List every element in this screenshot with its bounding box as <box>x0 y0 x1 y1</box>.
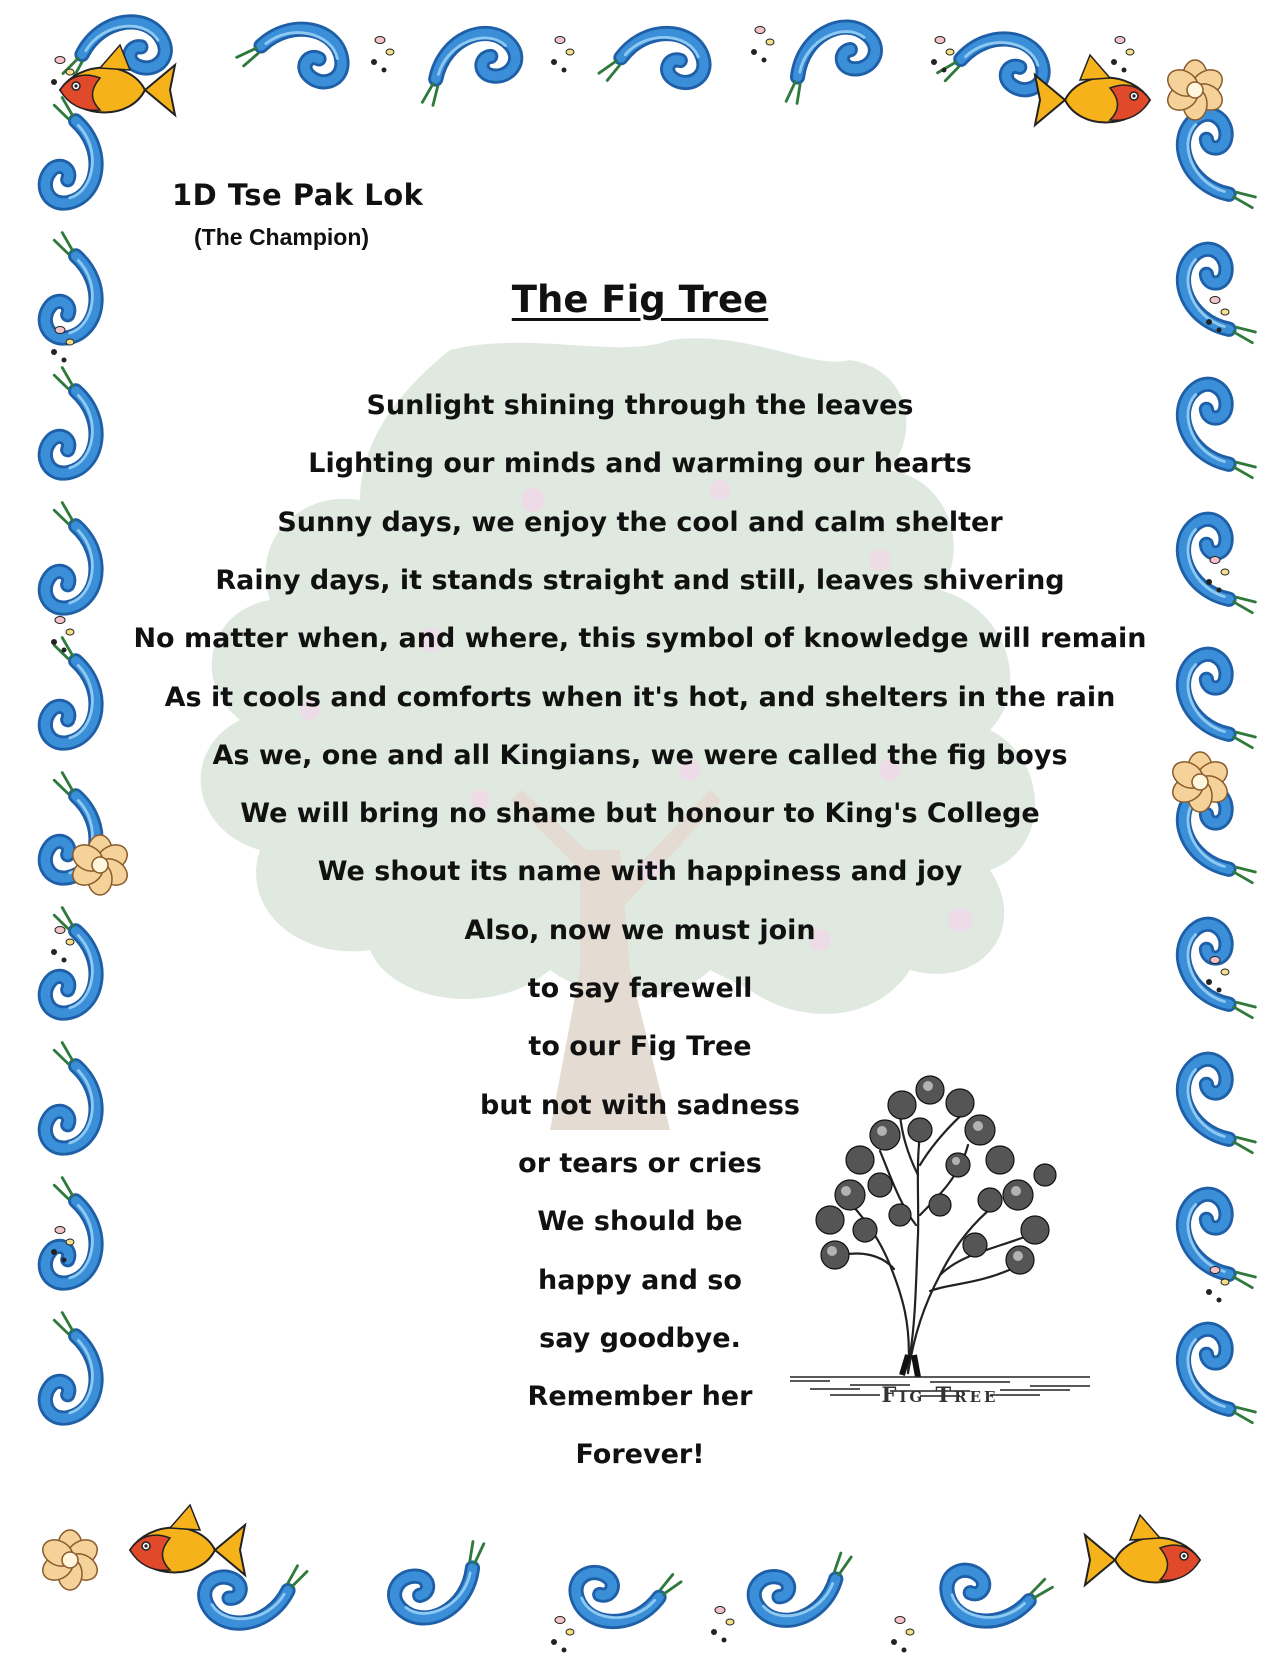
border-ribbon-bottom <box>940 1555 1054 1637</box>
border-dots-top <box>751 27 774 63</box>
author-name: 1D Tse Pak Lok <box>172 178 424 212</box>
poem-line: As it cools and comforts when it's hot, and shelters in the rain <box>164 681 1116 713</box>
fish-icon-top-right <box>1035 55 1150 125</box>
poem-line: or tears or cries <box>518 1147 762 1179</box>
border-dots-bottom <box>711 1607 734 1643</box>
poem-line: say goodbye. <box>539 1322 741 1354</box>
border-ribbon-bottom <box>571 1558 682 1632</box>
poem-line: Also, now we must join <box>464 914 816 946</box>
author-subtitle: (The Champion) <box>194 224 370 250</box>
poem-line: As we, one and all Kingians, we were called the fig boys <box>212 739 1068 771</box>
poem-line: We should be <box>537 1206 743 1238</box>
border-ribbon-bottom <box>205 1566 307 1623</box>
border-ribbon-top <box>598 22 709 96</box>
poem-line: to say farewell <box>527 973 753 1004</box>
fish-icon-bottom-right <box>1085 1515 1200 1585</box>
poem-line: No matter when, and where, this symbol of knowledge will remain <box>133 623 1147 655</box>
border-ribbon-right <box>1176 107 1258 221</box>
poem-line: to our Fig Tree <box>528 1031 752 1063</box>
poem-line: Forever! <box>575 1439 705 1471</box>
poem-line: Rainy days, it stands straight and still, leaves shivering <box>215 564 1065 596</box>
poem-line: We will bring no shame but honour to King's College <box>240 798 1040 830</box>
border-ribbon-top <box>235 9 351 98</box>
poem-line: Remember her <box>527 1381 753 1413</box>
border-ribbon-bottom <box>386 1538 502 1627</box>
border-dots-top <box>551 37 574 73</box>
border-ribbon-top <box>769 18 885 107</box>
poem-line: We shout its name with happiness and joy <box>317 856 963 888</box>
poem-line: but not with sadness <box>480 1089 800 1121</box>
fig-tree-icon <box>790 1055 1090 1415</box>
border-ribbon-bottom <box>749 1551 860 1625</box>
border-dots-bottom <box>891 1617 914 1653</box>
border-dots-bottom <box>551 1617 574 1653</box>
border-dots-top <box>1111 37 1134 73</box>
border-ribbon-top <box>409 26 523 108</box>
poem-line: Lighting our minds and warming our hearts <box>308 448 972 480</box>
fig-tree-caption: Fig Tree <box>881 1382 999 1407</box>
border-ribbon-top <box>936 23 1050 105</box>
fish-icon-bottom-left <box>130 1505 245 1575</box>
poem-line: Sunny days, we enjoy the cool and calm shelter <box>277 506 1003 538</box>
border-dots-top <box>931 37 954 73</box>
poem-line: Sunlight shining through the leaves <box>366 390 914 421</box>
shell-icon-bottom-left <box>38 1530 102 1590</box>
poem-line: happy and so <box>538 1264 742 1296</box>
border-dots-top <box>371 37 394 73</box>
poem-title: The Fig Tree <box>511 278 769 321</box>
